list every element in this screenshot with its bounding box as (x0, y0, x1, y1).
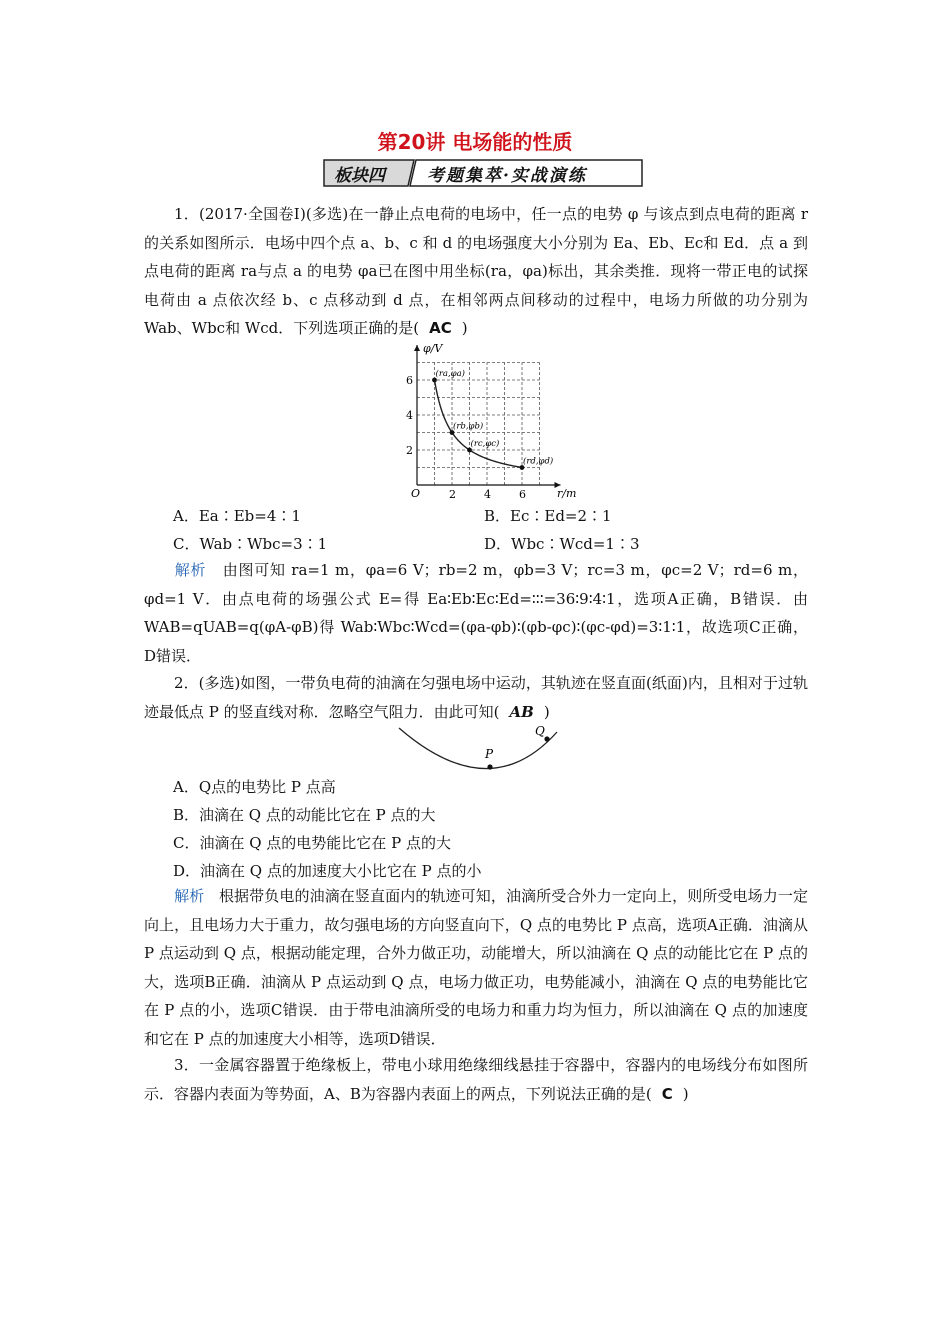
q1-analysis-text: 由图可知 ra=1 m，φa=6 V；rb=2 m，φb=3 V；rc=3 m，φc=2 V；rd=6 m，φd=1 V．由点电荷的场强公式 E=得 Ea∶Eb∶Ec∶Ed=∶∶∶=36∶9∶4∶1，选项A正确，B错误．由 WAB=qUAB=q(φA-φB)得 Wab∶Wbc∶Wcd=(φa-φb)∶(φb-φc)∶(φc-φd)=3∶1∶1，故选项C正确，D错误． (144, 561, 808, 665)
chart-points (432, 368, 553, 470)
x-tick-label: 6 (519, 488, 526, 500)
question-2-text: 2．(多选)如图，一带负电荷的油滴在匀强电场中运动，其轨迹在竖直面(纸面)内，且相对于过轨迹最低点 P 的竖直线对称．忽略空气阻力．由此可知( (144, 674, 808, 721)
q2-option-b: B．油滴在 Q 点的动能比它在 P 点的大 (173, 806, 436, 824)
data-point-label: (rb,φb) (453, 421, 484, 432)
data-point-label: (rd,φd) (523, 456, 554, 467)
banner-block: 板块四 (334, 166, 385, 186)
q2-analysis (144, 882, 808, 1053)
phi-r-chart (395, 340, 585, 500)
q1-option-a: A．Ea∶Eb=4∶1 (173, 507, 301, 525)
chart-xlabel: r/m (557, 487, 577, 500)
page-title: 第20讲 电场能的性质 (377, 130, 573, 154)
question-1-close: ) (461, 319, 468, 337)
question-3 (144, 1051, 808, 1108)
section-banner (322, 158, 644, 188)
x-tick-label: 4 (484, 488, 491, 500)
q2-option-c: C．油滴在 Q 点的电势能比它在 P 点的大 (173, 834, 451, 852)
q2-option-d: D．油滴在 Q 点的加速度大小比它在 P 点的小 (173, 862, 482, 880)
banner-label: 考题集萃·实战演练 (427, 166, 587, 186)
question-2 (144, 669, 808, 726)
point-q-label: Q (535, 724, 545, 738)
trajectory-curve (399, 728, 557, 769)
point-p-label: P (485, 747, 494, 761)
q1-option-c: C．Wab∶Wbc=3∶1 (173, 535, 328, 553)
q1-analysis-label: 解析 (174, 561, 207, 579)
y-tick-label: 2 (406, 444, 413, 457)
point-p (487, 764, 492, 769)
q1-analysis (144, 556, 808, 670)
q2-analysis-label: 解析 (174, 887, 205, 905)
question-1-text: 1．(2017·全国卷Ⅰ)(多选)在一静止点电荷的电场中，任一点的电势 φ 与该点到点电荷的距离 r 的关系如图所示．电场中四个点 a、b、c 和 d 的电场强度大小分别为 Ea、Eb、Ec和 Ed．点 a 到点电荷的距离 ra与点 a 的电势 φa已在图中用坐标(ra，φa)标出，其余类推．现将一带正电的试探电荷由 a 点依次经 b、c 点移动到 d 点，在相邻两点间移动的过程中，电场力所做的功分别为 Wab、Wbc和 Wcd．下列选项正确的是( (144, 205, 808, 337)
point-q (544, 736, 549, 741)
question-2-close: ) (543, 702, 550, 721)
question-3-close: ) (682, 1084, 689, 1103)
chart-ylabel: φ/V (423, 342, 443, 355)
q1-option-d: D．Wbc∶Wcd=1∶3 (484, 535, 640, 553)
x-tick-label: 2 (449, 488, 456, 500)
data-point-label: (rc,φc) (470, 439, 500, 449)
question-3-answer: C (661, 1084, 673, 1103)
y-tick-label: 4 (406, 409, 413, 422)
data-point-label: (ra,φa) (435, 369, 465, 379)
q2-option-a: A．Q点的电势比 P 点高 (173, 778, 336, 796)
q2-analysis-text: 根据带负电的油滴在竖直面内的轨迹可知，油滴所受合外力一定向上，则所受电场力一定向上，且电场力大于重力，故匀强电场的方向竖直向下，Q 点的电势比 P 点高，选项A正确．油滴从 P 点运动到 Q 点，根据动能定理，合外力做正功，动能增大，所以油滴在 Q 点的动能比它在 P 点的大，选项B正确．油滴从 P 点运动到 Q 点，电场力做正功，电势能减小，油滴在 Q 点的电势能比它在 P 点的小，选项C错误．由于带电油滴所受的电场力和重力均为恒力，所以油滴在 Q 点的加速度和它在 P 点的加速度大小相等，选项D错误． (144, 887, 808, 1048)
y-tick-label: 6 (406, 374, 413, 387)
question-3-text: 3．一金属容器置于绝缘板上，带电小球用绝缘细线悬挂于容器中，容器内的电场线分布如图所示．容器内表面为等势面，A、B为容器内表面上的两点，下列说法正确的是( (144, 1056, 808, 1103)
question-1-answer: AC (429, 319, 452, 337)
q1-option-b: B．Ec∶Ed=2∶1 (484, 507, 612, 525)
chart-axes (406, 345, 561, 500)
chart-origin: O (411, 487, 421, 500)
trajectory-figure (397, 722, 567, 782)
y-axis-arrow (414, 345, 420, 351)
question-2-answer: AB (509, 702, 534, 721)
question-1 (144, 200, 808, 343)
